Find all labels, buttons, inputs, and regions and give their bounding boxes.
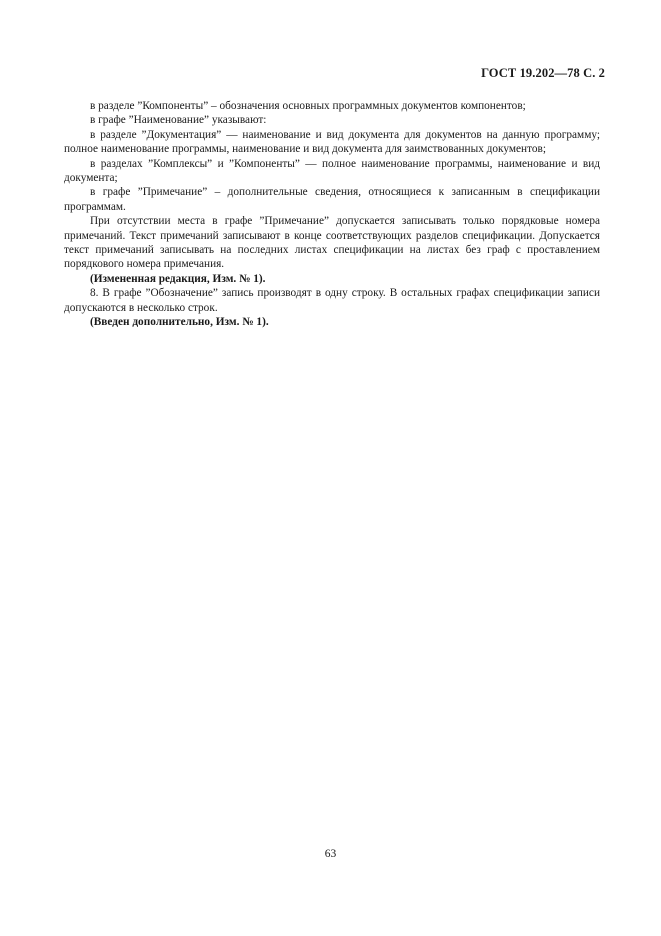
amendment-note-added: (Введен дополнительно, Изм. № 1). (90, 316, 269, 329)
document-body (64, 99, 600, 330)
paragraph-name-column: в графе ”Наименование” указывают: (90, 114, 267, 127)
paragraph-note-column: в графе ”Примечание” – дополнительные сведения, относящиеся к записанным в спецификации программам. (64, 186, 600, 213)
paragraph-complexes-components-sections: в разделах ”Комплексы” и ”Компоненты” — полное наименование программы, наименование и вид документа; (64, 157, 600, 185)
paragraph-components-section: в разделе ”Компоненты” – обозначения основных программных документов компонентов; (90, 100, 526, 112)
page-number: 63 (324, 848, 337, 860)
paragraph-missing-space: При отсутствии места в графе ”Примечание” допускается записывать только порядковые номера примечаний. Текст примечаний записывают в конце соответствующих разделов спецификации. Допускается текст примечаний записывать на последних листах спецификации на листах без граф с проставлением порядкового номера примечания. (64, 215, 600, 271)
amendment-note-changed: (Измененная редакция, Изм. № 1). (90, 272, 266, 285)
paragraph-documentation-section: в разделе ”Документация” — наименование и вид документа для документов на данную программу; полное наименование программы, наименование и вид документа для заимствованных документов; (64, 128, 600, 156)
document-reference-header: ГОСТ 19.202—78 С. 2 (481, 66, 605, 80)
paragraph-clause-8: 8. В графе ”Обозначение” запись производят в одну строку. В остальных графах спецификации записи допускаются в несколько строк. (64, 287, 600, 314)
